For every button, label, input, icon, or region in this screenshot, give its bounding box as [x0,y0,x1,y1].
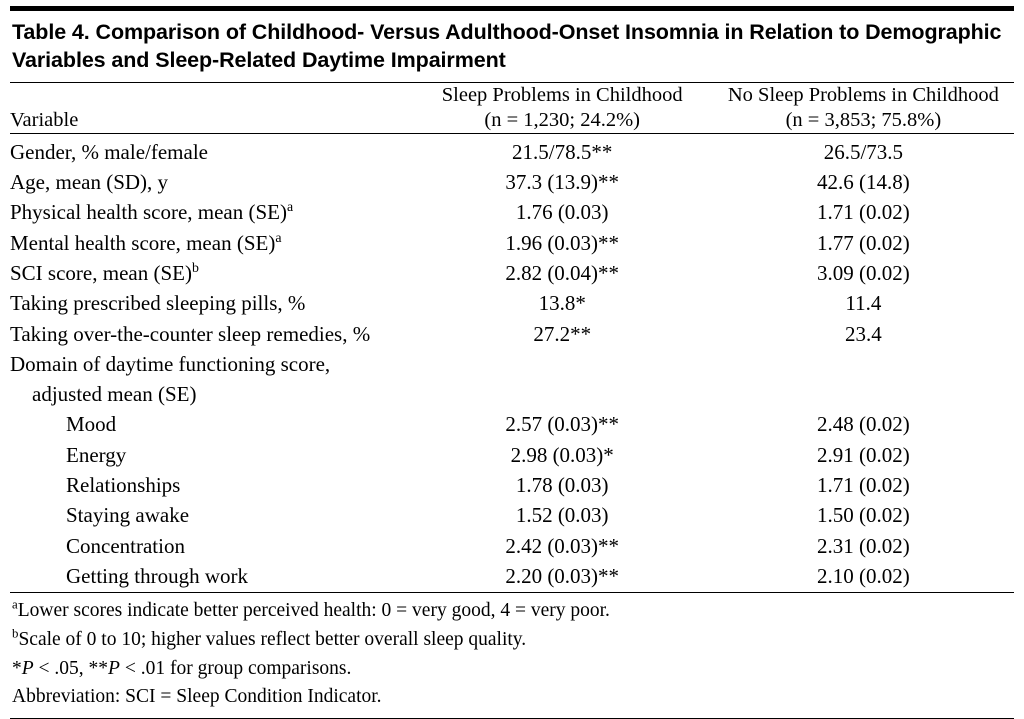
row-label-text: Gender, % male/female [10,139,208,164]
footnote-a [12,597,1012,626]
row-label [10,319,412,349]
row-label [10,561,412,591]
cell-sleep-problems: 13.8* [538,291,586,316]
table-row [10,228,1014,258]
cell-sleep-problems [412,380,713,410]
table-row [10,440,1014,470]
cell-sleep-problems: 1.76 (0.03) [515,200,609,225]
footnote-b-text: Scale of 0 to 10; higher values reflect better overall sleep quality. [18,628,527,650]
table-row [10,410,1014,440]
cell-no-sleep-problems: 3.09 (0.02) [817,260,910,285]
row-label [10,168,412,198]
header-row-2 [10,108,1014,133]
footnote-a-marker: a [12,597,18,612]
cell-sleep-problems: 1.78 (0.03) [515,473,609,498]
header-col1-line2: (n = 1,230; 24.2%) [484,108,640,131]
pvalue-italic-1: P [21,657,34,679]
table-row [10,471,1014,501]
row-label-text: Relationships [66,473,181,498]
header-col2-line2: (n = 3,853; 75.8%) [785,108,942,131]
row-label [10,380,412,410]
data-table [10,83,1014,133]
pvalue-prefix: * [12,657,22,679]
cell-no-sleep-problems: 2.10 (0.02) [817,563,910,588]
table-footnotes [10,593,1014,713]
cell-sleep-problems: 2.82 (0.04)** [505,260,620,285]
cell-sleep-problems: 37.3 (13.9)** [505,170,620,195]
header-variable-label: Variable [10,108,79,131]
cell-sleep-problems: 2.98 (0.03)* [510,442,614,467]
cell-no-sleep-problems: 1.50 (0.02) [817,503,910,528]
cell-no-sleep-problems: 2.31 (0.02) [817,533,910,558]
cell-no-sleep-problems: 42.6 (14.8) [817,170,910,195]
table-row [10,134,1014,168]
header-col2-line1: No Sleep Problems in Childhood [727,83,999,106]
row-label [10,258,412,288]
table-row [10,168,1014,198]
header-row-1 [10,83,1014,108]
row-label [10,289,412,319]
row-label-text: Getting through work [66,563,248,588]
table-row [10,289,1014,319]
row-label-text: Taking over-the-counter sleep remedies, % [10,321,371,346]
row-label [10,228,412,258]
table-row [10,380,1014,410]
cell-sleep-problems: 2.20 (0.03)** [505,563,620,588]
cell-no-sleep-problems: 23.4 [845,321,882,346]
table-body [10,134,1014,592]
cell-sleep-problems: 1.96 (0.03)** [505,230,620,255]
table-container [0,6,1024,708]
footnote-b-marker: b [12,626,19,641]
pvalue-italic-2: P [108,657,120,679]
row-label [10,349,412,379]
pvalue-suffix: < .01 for group comparisons. [119,657,352,679]
table-row [10,561,1014,591]
row-label-text: Energy [66,442,127,467]
cell-no-sleep-problems: 2.48 (0.02) [817,412,910,437]
header-col1-line1: Sleep Problems in Childhood [441,83,683,106]
cell-sleep-problems: 2.42 (0.03)** [505,533,620,558]
footnote-pvalues [12,655,1012,684]
row-label-text: Mood [66,412,117,437]
data-table-body [10,134,1014,592]
cell-no-sleep-problems [713,349,1014,379]
row-label [10,471,412,501]
footnote-a-text: Lower scores indicate better perceived health: 0 = very good, 4 = very poor. [17,599,610,621]
pvalue-mid: < .05, ** [33,657,109,679]
row-label-superscript: a [287,199,294,215]
row-label-text: Concentration [66,533,185,558]
row-label-text: Taking prescribed sleeping pills, % [10,291,306,316]
table-row [10,531,1014,561]
row-label-text: Mental health score, mean (SE)$^a$ [10,229,282,255]
row-label [10,134,412,168]
row-label [10,198,412,228]
row-label-text: SCI score, mean (SE)$^b$ [10,259,199,285]
row-label-text: Physical health score, mean (SE)$^a$ [10,199,294,225]
cell-sleep-problems: 27.2** [533,321,592,346]
table-header [10,83,1014,133]
cell-no-sleep-problems: 1.77 (0.02) [817,230,910,255]
table-row [10,501,1014,531]
cell-no-sleep-problems: 11.4 [845,291,882,316]
cell-sleep-problems: 1.52 (0.03) [515,503,609,528]
row-label-text: Staying awake [66,503,190,528]
cell-no-sleep-problems: 2.91 (0.02) [817,442,910,467]
table-row [10,258,1014,288]
table-row [10,319,1014,349]
cell-no-sleep-problems: 1.71 (0.02) [817,200,910,225]
cell-sleep-problems [412,349,713,379]
row-label-text: adjusted mean (SE) [32,382,197,407]
header-variable-spacer [10,83,412,108]
row-label [10,501,412,531]
table-title: Table 4. Comparison of Childhood- Versus Adulthood-Onset Insomnia in Relation to Demographic Variables and Sleep-Related Daytime Impairment [12,20,1002,73]
cell-sleep-problems: 21.5/78.5** [512,139,613,164]
cell-no-sleep-problems: 1.71 (0.02) [817,473,910,498]
row-label-superscript: b [191,259,199,275]
row-label-superscript: a [275,229,282,245]
cell-sleep-problems: 2.57 (0.03)** [505,412,620,437]
row-label [10,531,412,561]
row-label-text: Age, mean (SD), y [10,170,169,195]
footnote-abbreviation: Abbreviation: SCI = Sleep Condition Indicator. [12,686,382,708]
row-label [10,410,412,440]
cell-no-sleep-problems: 26.5/73.5 [823,139,904,164]
cell-no-sleep-problems [713,380,1014,410]
table-row [10,349,1014,379]
row-label [10,440,412,470]
row-label-text: Domain of daytime functioning score, [10,351,331,376]
table-row [10,198,1014,228]
